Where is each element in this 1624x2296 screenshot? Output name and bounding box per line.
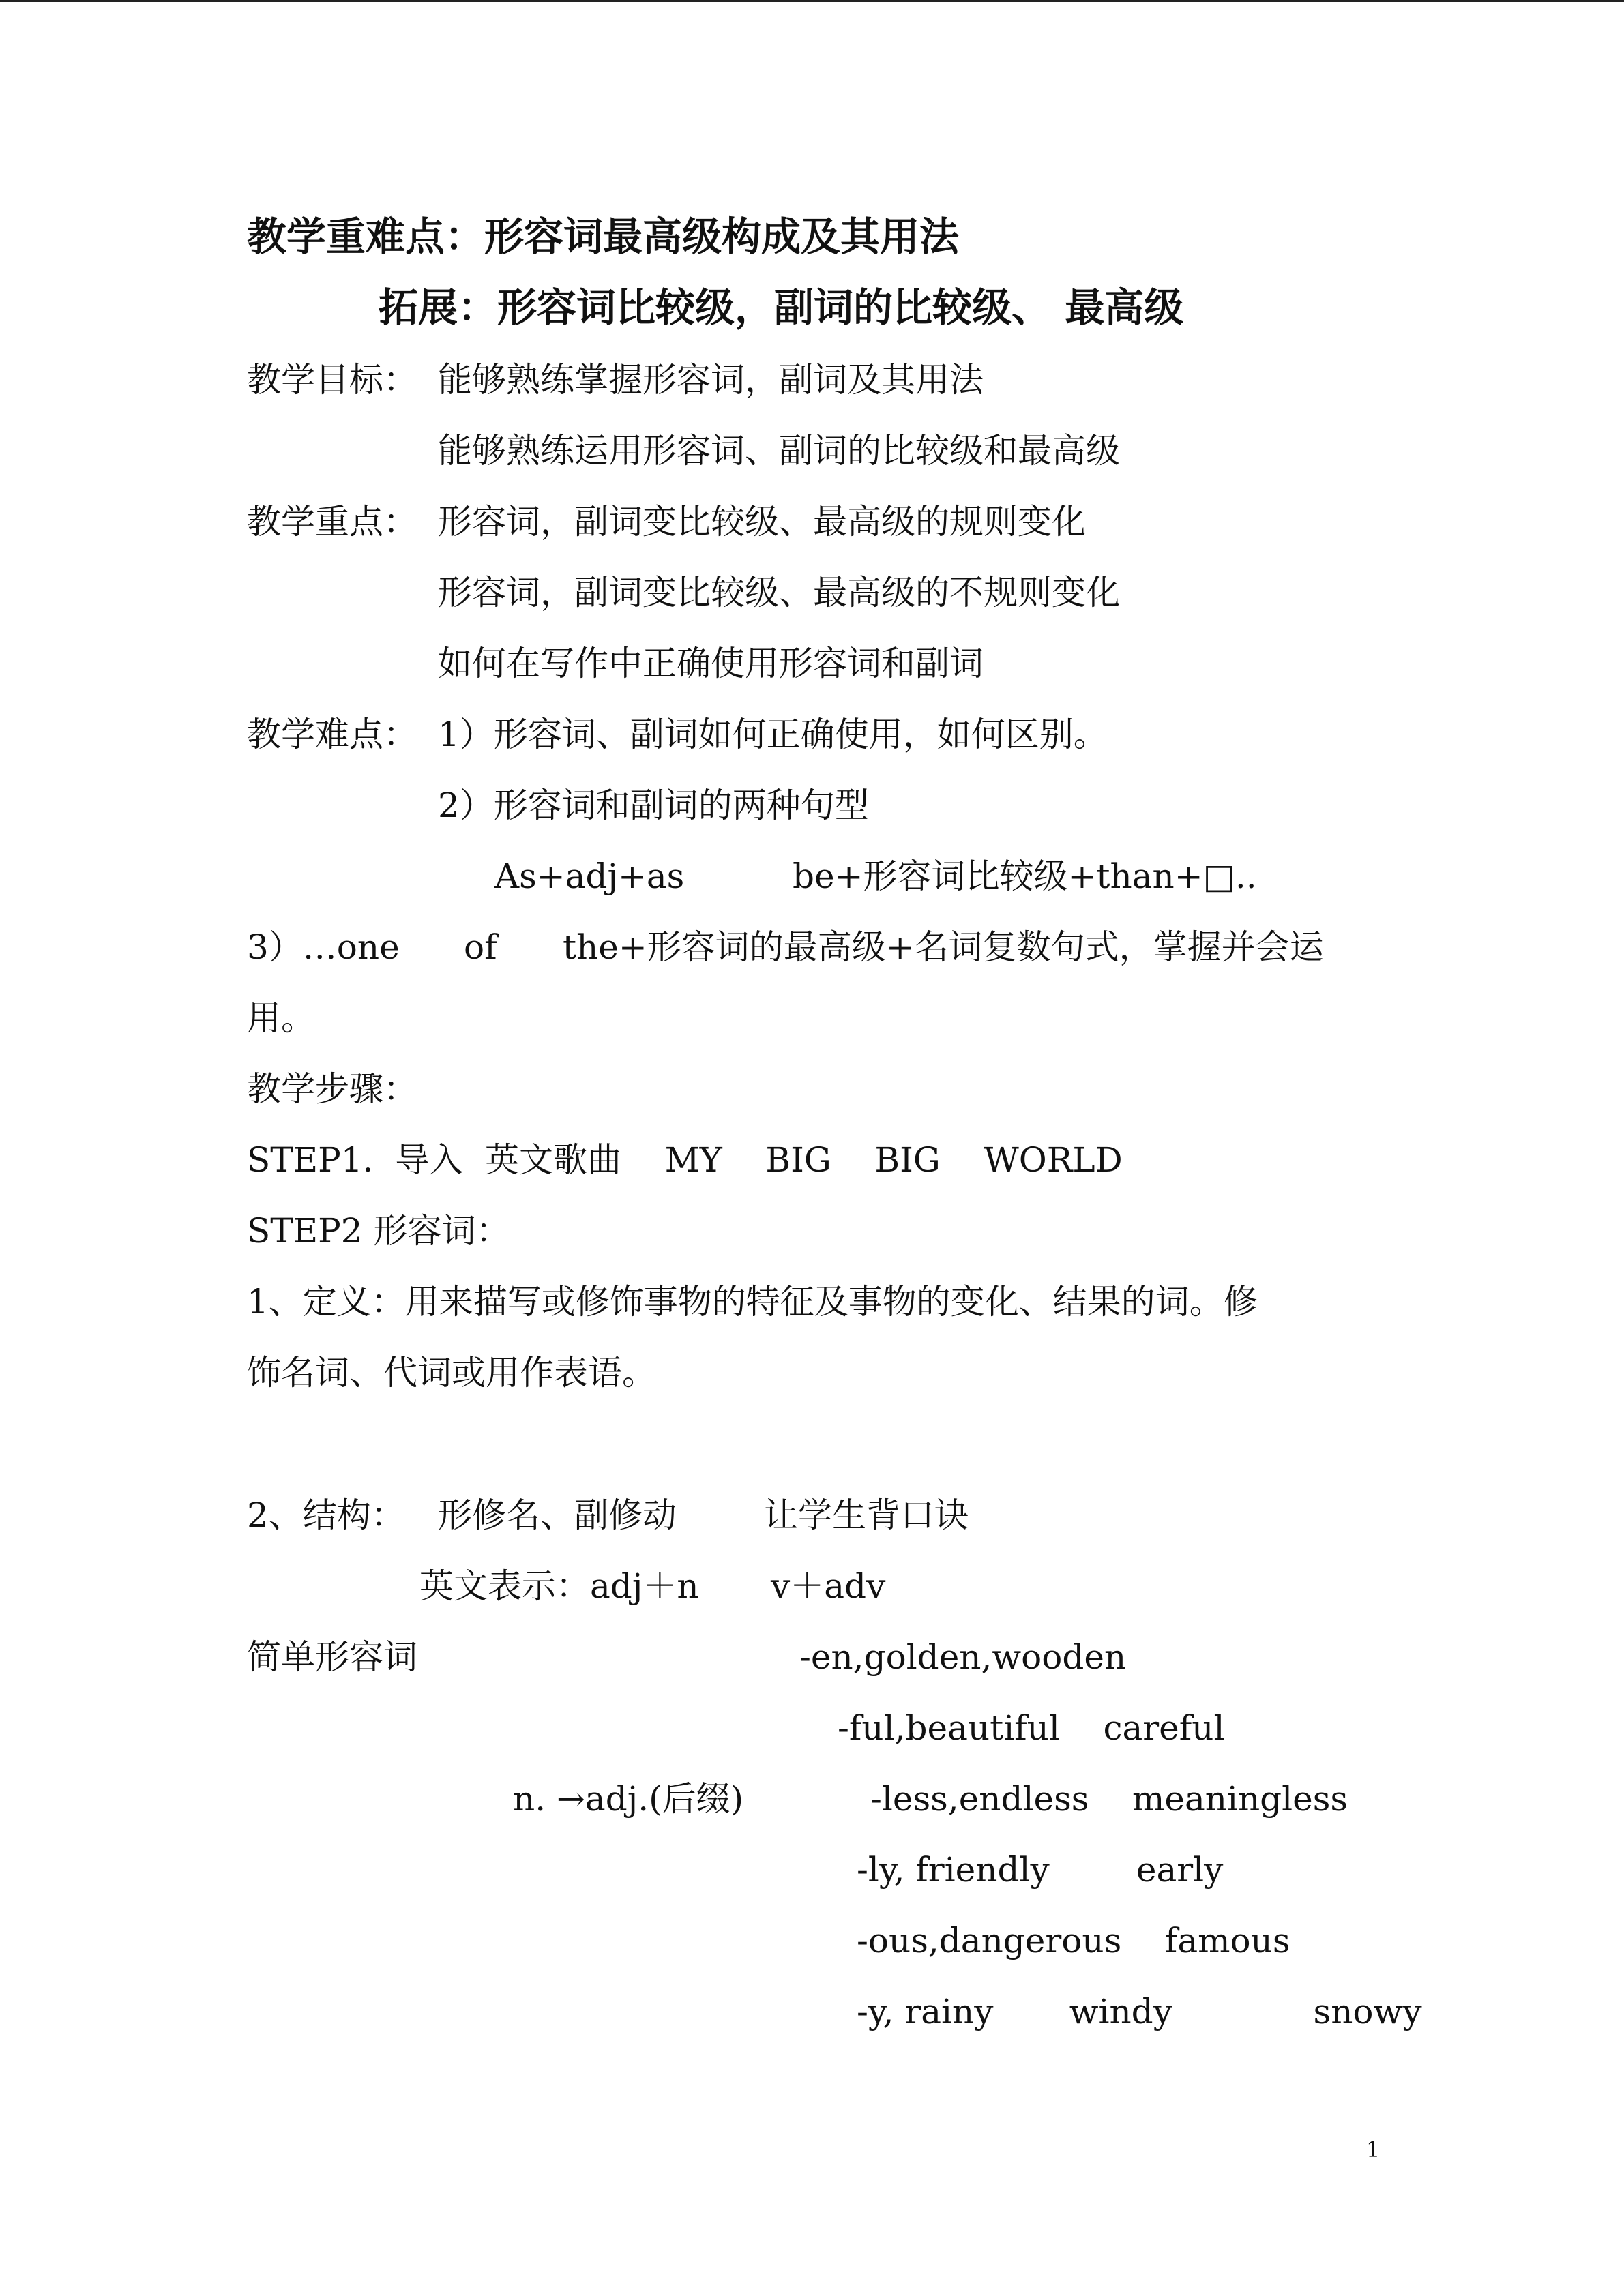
difficulties-item-2: 2）形容词和副词的两种句型 [438,786,869,825]
difficulties-label: 教学难点： [247,715,417,754]
difficulties-item-3-part-2: of [464,927,497,967]
noun-to-adjective-rule: n. →adj.(后缀) [513,1779,744,1819]
suffix-ly: -ly, friendly early [857,1850,1224,1890]
key-points-line-3: 如何在写作中正确使用形容词和副词 [438,644,984,683]
heading-sub: 拓展：形容词比较级，副词的比较级、 最高级 [379,284,1184,331]
difficulties-item-1: 1）形容词、副词如何正确使用，如何区别。 [438,715,1108,754]
goals-line-2: 能够熟练运用形容词、副词的比较级和最高级 [438,431,1120,471]
steps-label: 教学步骤： [247,1069,417,1109]
step-1: STEP1. 导入 英文歌曲 MY BIG BIG WORLD [247,1140,1123,1180]
goals-line-1: 能够熟练掌握形容词，副词及其用法 [438,360,984,400]
sentence-pattern-as-as: As+adj+as [494,856,685,896]
key-points-line-1: 形容词，副词变比较级、最高级的规则变化 [438,502,1086,541]
page-number: 1 [1366,2136,1381,2162]
goals-label: 教学目标： [247,360,417,400]
definition-line-2: 饰名词、代词或用作表语。 [247,1353,656,1392]
suffix-less: -less,endless meaningless [870,1779,1348,1819]
difficulties-item-3-part-3: the+形容词的最高级+名词复数句式，掌握并会运 [563,927,1324,967]
sentence-pattern-than: be+形容词比较级+than+□.. [793,856,1257,896]
english-expression: 英文表示：adj＋n [419,1566,699,1606]
suffix-ful: -ful,beautiful careful [838,1708,1225,1748]
suffix-en: -en,golden,wooden [799,1637,1127,1677]
heading-main: 教学重难点：形容词最高级构成及其用法 [247,213,960,260]
page-top-border [0,0,1624,2]
structure-rule: 形修名、副修动 [438,1495,677,1535]
suffix-y: -y, rainy windy snowy [857,1992,1422,2031]
structure-note: 让学生背口诀 [764,1495,969,1535]
suffix-ous: -ous,dangerous famous [857,1921,1290,1960]
simple-adjective-label: 简单形容词 [247,1637,417,1677]
difficulties-item-3-part-1: 3）…one [247,927,400,967]
difficulties-item-3-continued: 用。 [247,998,315,1038]
structure-label: 2、结构： [247,1495,405,1535]
english-expression-adv: v＋adv [771,1566,886,1606]
key-points-label: 教学重点： [247,502,417,541]
definition-line-1: 1、定义：用来描写或修饰事物的特征及事物的变化、结果的词。修 [247,1282,1258,1322]
key-points-line-2: 形容词，副词变比较级、最高级的不规则变化 [438,573,1120,612]
step-2: STEP2 形容词： [247,1211,510,1251]
